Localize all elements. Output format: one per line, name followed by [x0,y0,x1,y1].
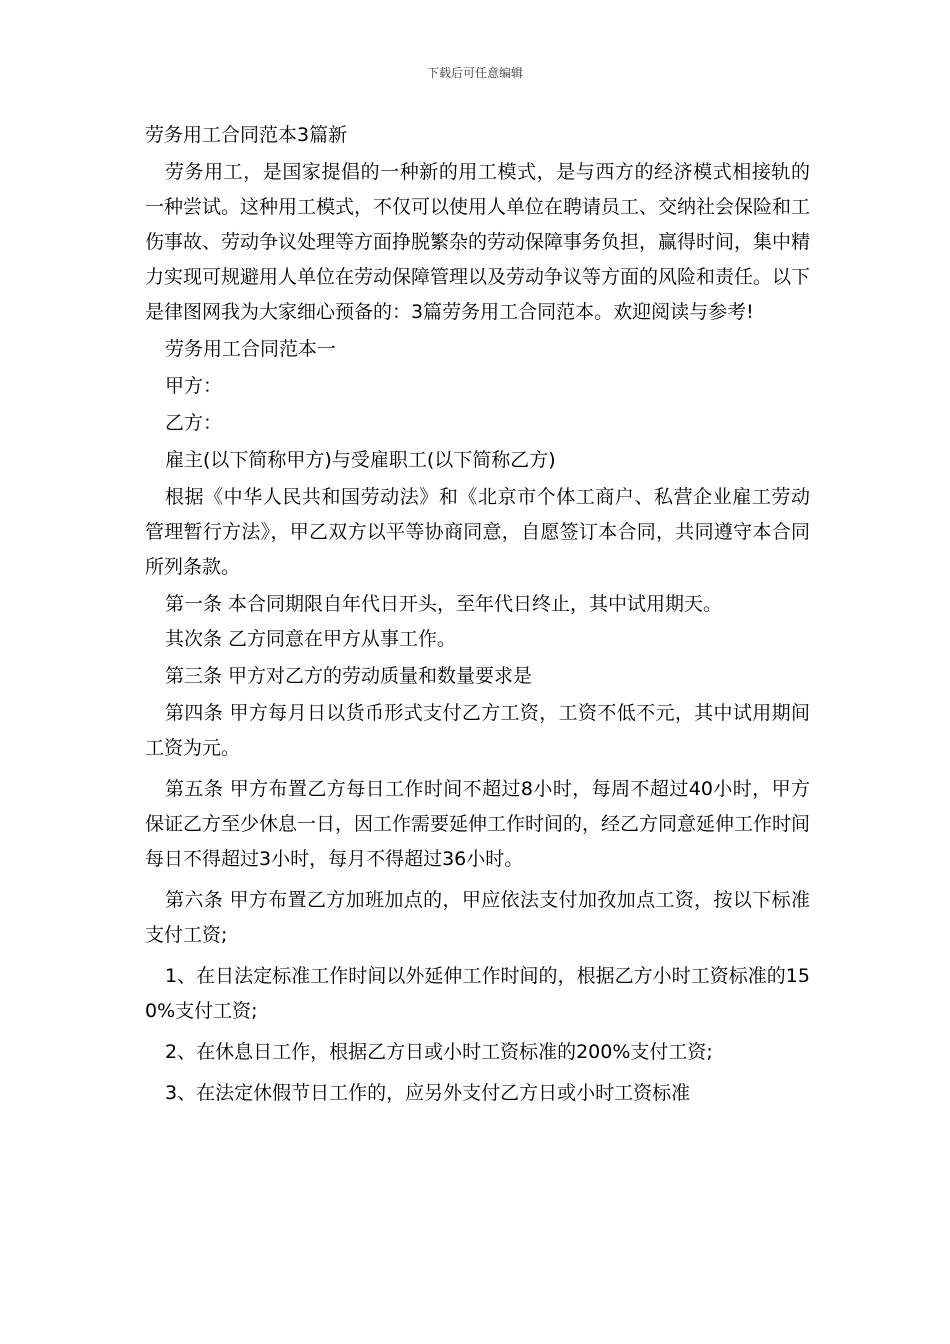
article-4: 第四条 甲方每月日以货币形式支付乙方工资，工资不低不元，其中试用期间工资为元。 [145,702,810,759]
party-a-line: 甲方： [165,375,223,397]
page-header: 下载后可任意编辑 [426,66,523,80]
article-1: 第一条 本合同期限自年代日开头，至年代日终止，其中试用期天。 [165,593,723,615]
document-body [145,118,810,1111]
article-6-item-3: 3、在法定休假节日工作的，应另外支付乙方日或小时工资标准 [165,1082,691,1104]
article-6-item-1: 1、在日法定标准工作时间以外延伸工作时间的，根据乙方小时工资标准的150%支付工资; [145,965,810,1022]
party-b-line: 乙方： [165,412,223,434]
section-heading: 劳务用工合同范本一 [165,338,337,360]
article-2: 其次条 乙方同意在甲方从事工作。 [165,628,457,650]
article-5: 第五条 甲方布置乙方每日工作时间不超过8小时，每周不超过40小时，甲方保证乙方至少休息一日，因工作需要延伸工作时间的，经乙方同意延伸工作时间每日不得超过3小时，每月不得超过36小时。 [145,778,811,870]
article-6: 第六条 甲方布置乙方加班加点的，甲应依法支付加孜加点工资，按以下标准支付工资; [145,889,810,946]
document-title: 劳务用工合同范本3篇新 [145,124,348,146]
parties-definition: 雇主(以下简称甲方)与受雇职工(以下简称乙方) [165,449,556,471]
article-6-item-2: 2、在休息日工作，根据乙方日或小时工资标准的200%支付工资; [165,1041,713,1063]
basis-paragraph: 根据《中华人民共和国劳动法》和《北京市个体工商户、私营企业雇工劳动管理暂行方法》，甲乙双方以平等协商同意，自愿签订本合同，共同遵守本合同所列条款。 [145,486,810,578]
article-3: 第三条 甲方对乙方的劳动质量和数量要求是 [165,665,533,687]
intro-paragraph: 劳务用工，是国家提倡的一种新的用工模式，是与西方的经济模式相接轨的一种尝试。这种用工模式，不仅可以使用人单位在聘请员工、交纳社会保险和工伤事故、劳动争议处理等方面挣脱繁杂的劳动保障事务负担，赢得时间，集中精力实现可规避用人单位在劳动保障管理以及劳动争议等方面的风险和责任。以下是律图网我为大家细心预备的：3篇劳务用工合同范本。欢迎阅读与参考! [145,161,811,323]
